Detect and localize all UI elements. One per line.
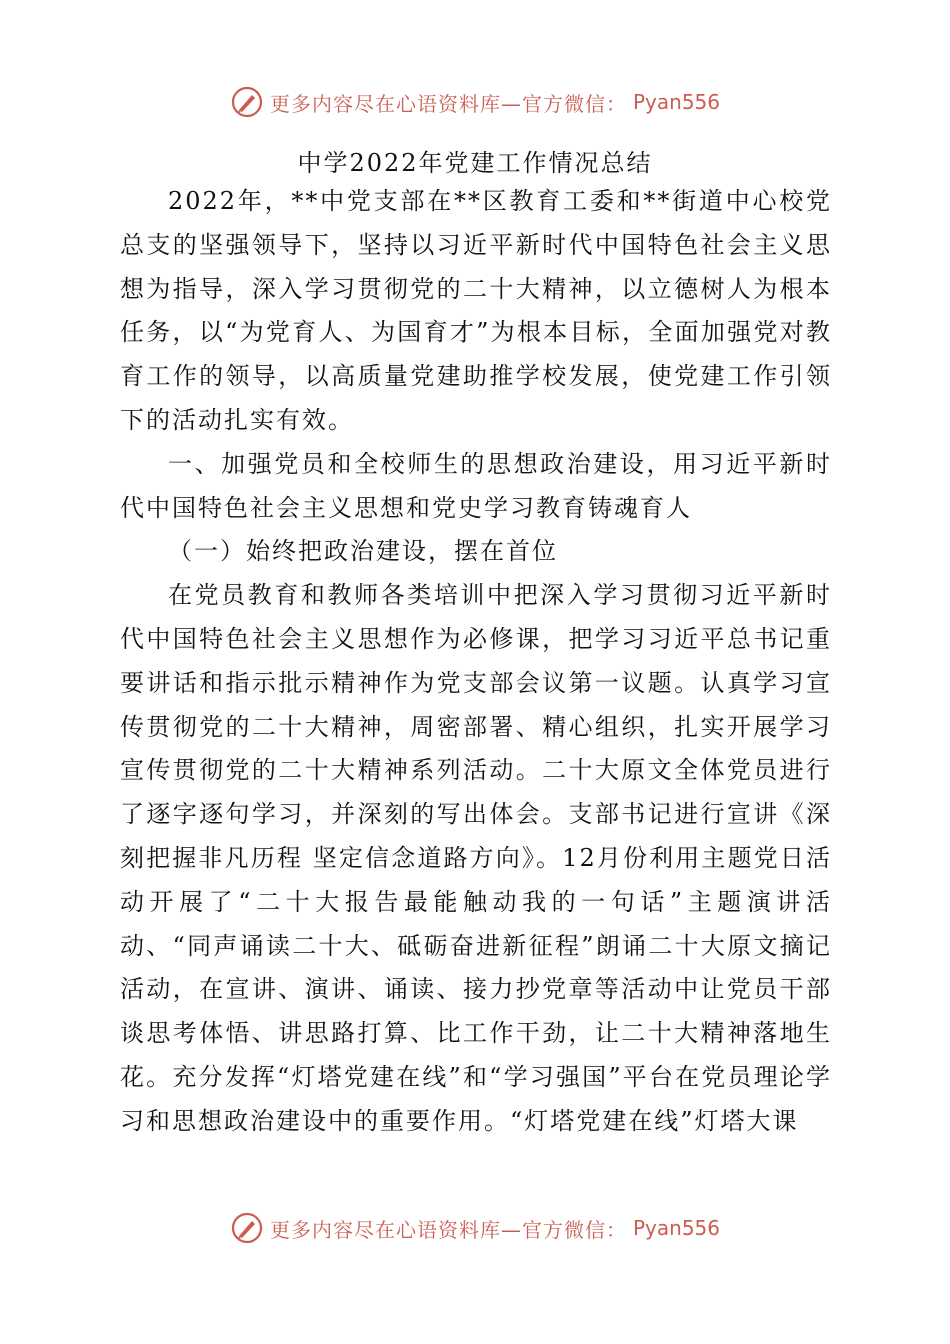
- watermark-text: 更多内容尽在心语资料库—官方微信：: [269, 1217, 627, 1242]
- paragraph-body: 在党员教育和教师各类培训中把深入学习贯彻习近平新时代中国特色社会主义思想作为必修课，把学习习近平总书记重要讲话和指示批示精神作为党支部会议第一议题。认真学习宣传贯彻党的二十大精神，周密部署、精心组织，扎实开展学习宣传贯彻党的二十大精神系列活动。二十大原文全体党员进行了逐字逐句学习，并深刻的写出体会。支部书记进行宣讲《深刻把握非凡历程 坚定信念道路方向》。12月份利用主题党日活动开展了“二十大报告最能触动我的一句话”主题演讲活动、“同声诵读二十大、砥砺奋进新征程”朗诵二十大原文摘记活动，在宣讲、演讲、诵读、接力抄党章等活动中让党员干部谈思考体悟、讲思路打算、比工作干劲，让二十大精神落地生花。充分发挥“灯塔党建在线”和“学习强国”平台在党员理论学习和思想政治建设中的重要作用。“灯塔党建在线”灯塔大课: [120, 581, 832, 1135]
- section-heading-1: 一、加强党员和全校师生的思想政治建设，用习近平新时代中国特色社会主义思想和党史学习教育铸魂育人: [120, 449, 832, 522]
- subsection-heading-1: （一）始终把政治建设，摆在首位: [168, 537, 558, 566]
- pen-seal-icon: [230, 1211, 264, 1245]
- watermark-wechat-id: Pyan556: [632, 90, 720, 114]
- document-body: [120, 180, 832, 1144]
- paragraph-intro: 2022年，**中党支部在**区教育工委和**街道中心校党总支的坚强领导下，坚持以习近平新时代中国特色社会主义思想为指导，深入学习贯彻党的二十大精神，以立德树人为根本任务，以“为党育人、为国育才”为根本目标，全面加强党对教育工作的领导，以高质量党建助推学校发展，使党建工作引领下的活动扎实有效。: [120, 187, 832, 434]
- watermark-header: [0, 82, 950, 122]
- document-title: 中学2022年党建工作情况总结: [297, 149, 653, 177]
- watermark-footer: [0, 1208, 950, 1248]
- pen-seal-icon: [230, 85, 264, 119]
- watermark-wechat-id: Pyan556: [632, 1216, 720, 1240]
- watermark-text: 更多内容尽在心语资料库—官方微信：: [269, 91, 627, 116]
